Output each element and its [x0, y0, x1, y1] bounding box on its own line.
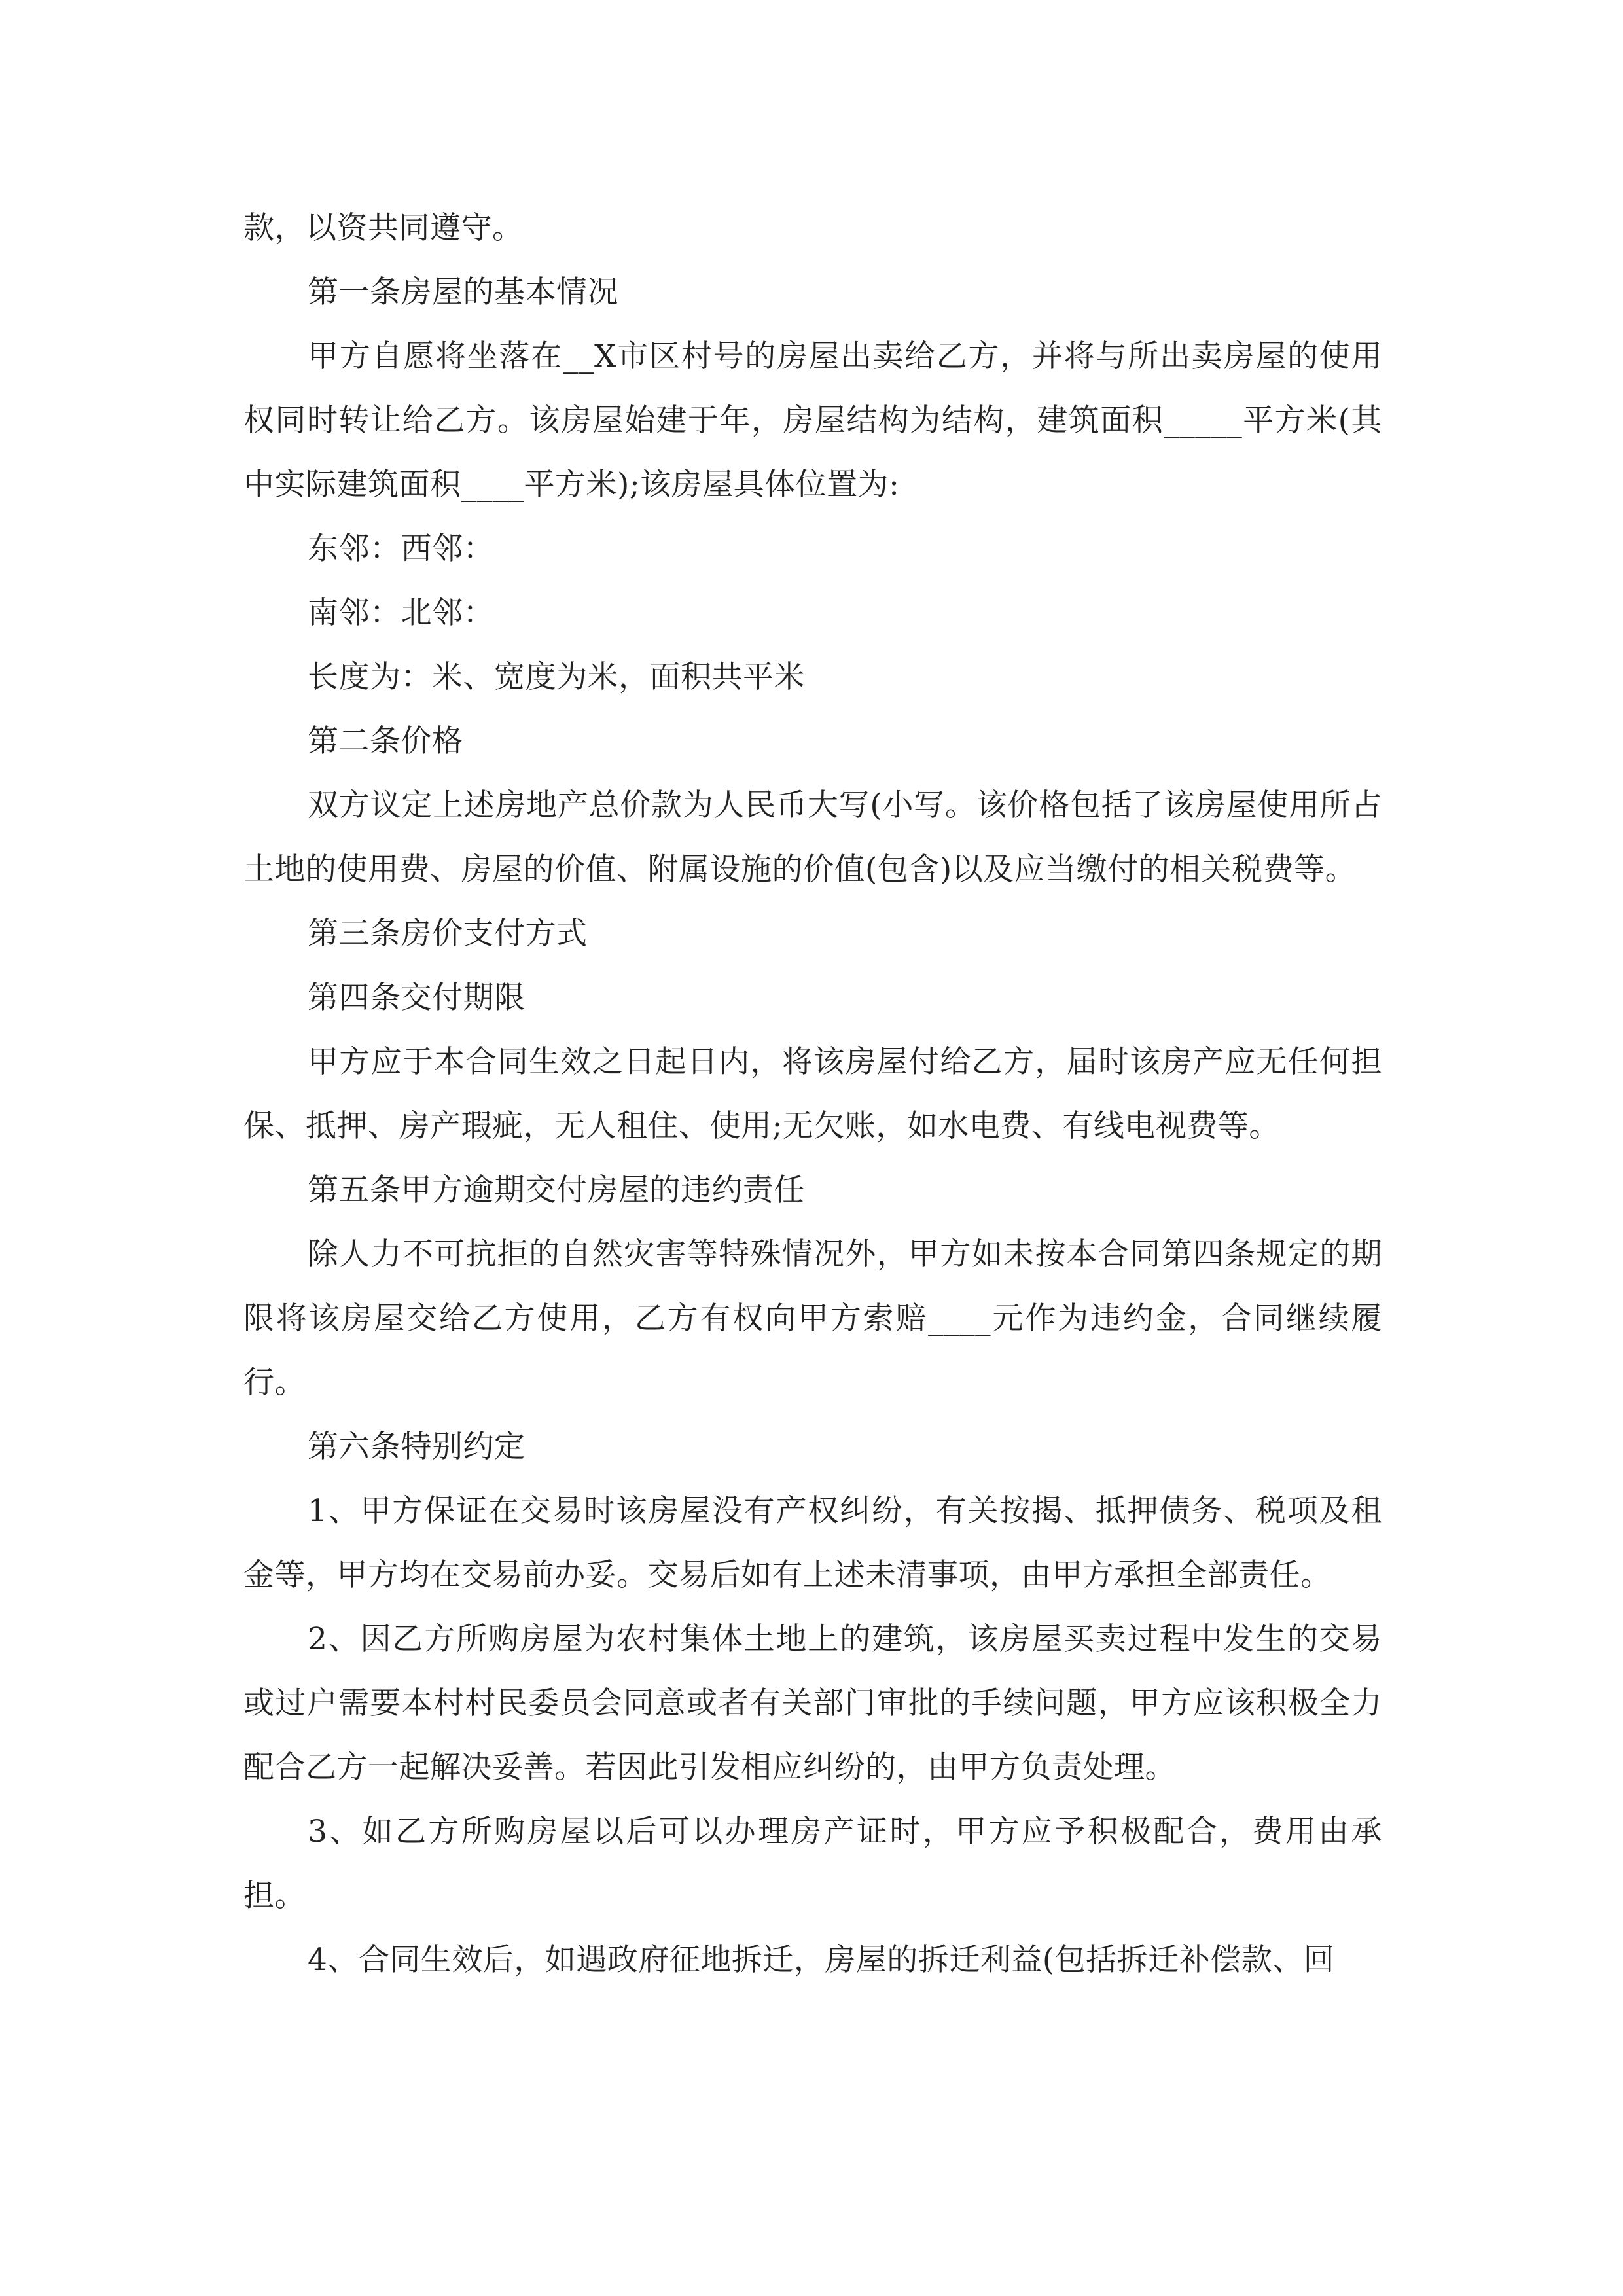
article-6-heading: 第六条特别约定 — [308, 1429, 526, 1465]
article-5-heading: 第五条甲方逾期交付房屋的违约责任 — [308, 1172, 805, 1208]
south-north-neighbors: 南邻：北邻： — [308, 595, 494, 631]
article-1-heading: 第一条房屋的基本情况 — [308, 274, 618, 310]
article-6-clause-1: 1、甲方保证在交易时该房屋没有产权纠纷，有关按揭、抵押债务、税项及租金等，甲方均在交易前办妥。交易后如有上述未清事项，由甲方承担全部责任。 — [243, 1493, 1382, 1593]
article-5-paragraph: 除人力不可抗拒的自然灾害等特殊情况外，甲方如未按本合同第四条规定的期限将该房屋交给乙方使用，乙方有权向甲方索赔____元作为违约金，合同继续履行。 — [243, 1236, 1382, 1401]
article-6-clause-2: 2、因乙方所购房屋为农村集体土地上的建筑，该房屋买卖过程中发生的交易或过户需要本村村民委员会同意或者有关部门审批的手续问题，甲方应该积极全力配合乙方一起解决妥善。若因此引发相应纠纷的，由甲方负责处理。 — [243, 1621, 1382, 1785]
document-body — [243, 196, 1382, 1992]
paragraph-continuation: 款，以资共同遵守。 — [243, 210, 524, 246]
article-4-paragraph: 甲方应于本合同生效之日起日内，将该房屋付给乙方，届时该房产应无任何担保、抵押、房产瑕疵，无人租住、使用;无欠账，如水电费、有线电视费等。 — [243, 1044, 1382, 1144]
article-3-heading: 第三条房价支付方式 — [308, 916, 588, 952]
article-6-clause-4: 4、合同生效后，如遇政府征地拆迁，房屋的拆迁利益(包括拆迁补偿款、回 — [308, 1942, 1335, 1978]
article-2-paragraph: 双方议定上述房地产总价款为人民币大写(小写。该价格包括了该房屋使用所占土地的使用费、房屋的价值、附属设施的价值(包含)以及应当缴付的相关税费等。 — [243, 787, 1382, 888]
dimensions-line: 长度为：米、宽度为米，面积共平米 — [308, 659, 805, 695]
article-1-paragraph: 甲方自愿将坐落在__X市区村号的房屋出卖给乙方，并将与所出卖房屋的使用权同时转让给乙方。该房屋始建于年，房屋结构为结构，建筑面积_____平方米(其中实际建筑面积____平方米);该房屋具体位置为: — [243, 338, 1382, 503]
east-west-neighbors: 东邻：西邻： — [308, 531, 494, 567]
article-6-clause-3: 3、如乙方所购房屋以后可以办理房产证时，甲方应予积极配合，费用由承担。 — [243, 1814, 1382, 1914]
article-2-heading: 第二条价格 — [308, 723, 463, 759]
article-4-heading: 第四条交付期限 — [308, 980, 526, 1016]
